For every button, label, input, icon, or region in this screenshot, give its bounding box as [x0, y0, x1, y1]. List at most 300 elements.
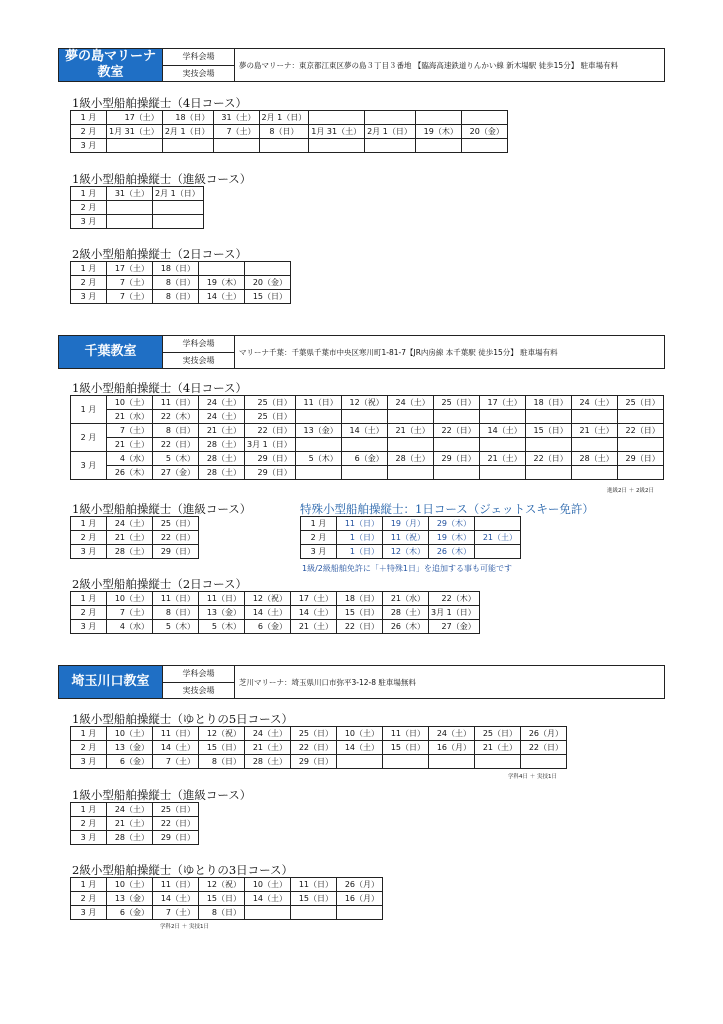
date-cell: 22（日） — [153, 817, 199, 831]
date-cell: 29（日） — [433, 452, 479, 466]
date-cell: 7（土） — [153, 906, 199, 920]
date-cell — [295, 466, 341, 480]
date-cell: 15（日） — [337, 606, 383, 620]
date-cell: 24（土） — [429, 727, 475, 741]
date-cell: 12（木） — [383, 545, 429, 559]
date-cell: 24（土） — [107, 803, 153, 817]
date-cell: 15（日） — [199, 741, 245, 755]
date-cell: 24（土） — [107, 517, 153, 531]
table-row — [71, 424, 664, 438]
table-row — [71, 187, 204, 201]
date-cell: 6（金） — [107, 906, 153, 920]
date-cell: 11（日） — [291, 878, 337, 892]
schedule-table — [70, 726, 567, 769]
school-name: 千葉教室 — [59, 336, 163, 368]
month-cell: 1 月 — [71, 592, 107, 606]
table-row — [71, 606, 480, 620]
date-cell: 5（木） — [153, 452, 199, 466]
date-cell: 19（木） — [199, 276, 245, 290]
date-cell — [433, 410, 479, 424]
date-cell: 21（土） — [571, 424, 617, 438]
date-cell: 29（日） — [245, 466, 296, 480]
date-cell — [162, 139, 213, 153]
date-cell — [245, 262, 291, 276]
date-cell: 27（金） — [153, 466, 199, 480]
month-cell: 3 月 — [71, 755, 107, 769]
date-cell: 29（日） — [153, 545, 199, 559]
date-cell: 22（日） — [153, 438, 199, 452]
practical-venue-label: 実技会場 — [182, 68, 215, 78]
date-cell: 22（日） — [525, 452, 571, 466]
date-cell: 22（日） — [153, 531, 199, 545]
date-cell: 31（土） — [213, 111, 259, 125]
date-cell: 12（祝） — [245, 592, 291, 606]
date-cell — [617, 410, 663, 424]
date-cell: 14（土） — [341, 424, 387, 438]
date-cell: 8（日） — [199, 755, 245, 769]
date-cell: 5（木） — [295, 452, 341, 466]
month-cell: 1 月 — [71, 803, 107, 817]
date-cell — [433, 466, 479, 480]
date-cell: 12（祝） — [199, 878, 245, 892]
month-cell: 2 月 — [71, 892, 107, 906]
date-cell: 7（土） — [107, 606, 153, 620]
month-cell: 1 月 — [71, 187, 107, 201]
course-note: 学科4日 ＋ 実技1日 — [508, 774, 557, 780]
date-cell — [245, 906, 291, 920]
date-cell: 13（金） — [107, 892, 153, 906]
date-cell: 16（月） — [429, 741, 475, 755]
date-cell — [521, 755, 567, 769]
date-cell: 12（祝） — [341, 396, 387, 410]
date-cell: 2月 1（日） — [259, 111, 309, 125]
date-cell: 19（木） — [429, 531, 475, 545]
date-cell — [365, 111, 416, 125]
date-cell: 28（土） — [387, 452, 433, 466]
month-cell: 3 月 — [71, 215, 107, 229]
table-row — [71, 125, 508, 139]
date-cell — [525, 438, 571, 452]
date-cell: 10（土） — [107, 592, 153, 606]
date-cell: 10（土） — [107, 396, 153, 410]
date-cell — [153, 215, 204, 229]
school-header-yumenoshima — [58, 48, 665, 82]
date-cell: 26（月） — [337, 878, 383, 892]
venue-labels — [163, 336, 235, 368]
date-cell — [341, 466, 387, 480]
table-row — [71, 276, 291, 290]
date-cell: 5（木） — [153, 620, 199, 634]
date-cell: 21（土） — [387, 424, 433, 438]
date-cell: 2月 1（日） — [162, 125, 213, 139]
date-cell: 24（土） — [387, 396, 433, 410]
table-row — [71, 755, 567, 769]
date-cell: 11（日） — [153, 878, 199, 892]
date-cell: 22（日） — [617, 424, 663, 438]
date-cell: 28（土） — [571, 452, 617, 466]
date-cell — [309, 111, 365, 125]
date-cell: 26（木） — [107, 466, 153, 480]
date-cell: 21（土） — [107, 817, 153, 831]
date-cell: 24（土） — [199, 396, 245, 410]
month-cell: 3 月 — [71, 545, 107, 559]
date-cell — [341, 438, 387, 452]
date-cell — [365, 139, 416, 153]
date-cell: 14（土） — [291, 606, 337, 620]
date-cell — [309, 139, 365, 153]
date-cell: 1（日） — [337, 545, 383, 559]
date-cell: 17（土） — [107, 262, 153, 276]
date-cell — [295, 410, 341, 424]
table-row — [71, 215, 204, 229]
month-cell: 2 月 — [71, 741, 107, 755]
venue-address: マリーナ千葉：千葉県千葉市中央区寒川町1-81-7【JR内房線 本千葉駅 徒歩15分】 駐車場有料 — [239, 347, 558, 357]
date-cell — [525, 466, 571, 480]
date-cell: 8（日） — [259, 125, 309, 139]
date-cell: 20（金） — [245, 276, 291, 290]
date-cell: 14（土） — [199, 290, 245, 304]
date-cell: 25（日） — [153, 517, 199, 531]
date-cell: 21（土） — [479, 452, 525, 466]
date-cell: 2月 1（日） — [365, 125, 416, 139]
date-cell: 1月 31（土） — [309, 125, 365, 139]
venue-labels — [163, 49, 235, 81]
date-cell: 21（土） — [291, 620, 337, 634]
date-cell: 7（土） — [107, 424, 153, 438]
date-cell: 7（土） — [107, 276, 153, 290]
date-cell: 14（土） — [245, 606, 291, 620]
date-cell — [571, 410, 617, 424]
date-cell — [461, 139, 507, 153]
date-cell: 29（日） — [245, 452, 296, 466]
date-cell — [387, 410, 433, 424]
month-cell: 2 月 — [301, 531, 337, 545]
course-title-tokushu: 特殊小型船舶操縦士：1日コース（ジェットスキー免許） — [300, 502, 594, 516]
date-cell: 21（土） — [475, 741, 521, 755]
table-row — [71, 262, 291, 276]
date-cell: 28（土） — [199, 466, 245, 480]
date-cell: 14（土） — [245, 892, 291, 906]
date-cell: 21（土） — [107, 438, 153, 452]
date-cell: 13（金） — [199, 606, 245, 620]
date-cell: 7（土） — [107, 290, 153, 304]
table-row — [71, 592, 480, 606]
date-cell: 1月 31（土） — [107, 125, 163, 139]
month-cell: 1 月 — [71, 727, 107, 741]
venue-address: 夢の島マリーナ：東京都江東区夢の島３丁目３番地 【臨海高速鉄道りんかい線 新木場駅 徒歩15分】 駐車場有料 — [239, 60, 619, 70]
date-cell: 4（水） — [107, 452, 153, 466]
date-cell — [571, 438, 617, 452]
table-row — [71, 410, 664, 424]
schedule-table — [70, 877, 383, 920]
date-cell: 18（日） — [337, 592, 383, 606]
schedule-table — [70, 110, 508, 153]
month-cell: 3 月 — [71, 139, 107, 153]
date-cell: 6（金） — [107, 755, 153, 769]
date-cell: 18（日） — [153, 262, 199, 276]
month-cell: 3 月 — [71, 906, 107, 920]
date-cell: 5（木） — [199, 620, 245, 634]
date-cell: 25（日） — [475, 727, 521, 741]
date-cell: 10（土） — [107, 727, 153, 741]
table-row — [301, 545, 521, 559]
date-cell: 29（日） — [291, 755, 337, 769]
schedule-table — [70, 516, 199, 559]
date-cell: 18（日） — [525, 396, 571, 410]
date-cell — [479, 410, 525, 424]
date-cell: 22（日） — [337, 620, 383, 634]
date-cell — [259, 139, 309, 153]
course-title: 2級小型船舶操縦士（ゆとりの3日コース） — [72, 863, 294, 877]
table-row — [301, 531, 521, 545]
date-cell: 8（日） — [153, 290, 199, 304]
date-cell — [617, 438, 663, 452]
venue-labels — [163, 666, 235, 698]
month-cell: 1 月 — [71, 878, 107, 892]
date-cell — [383, 755, 429, 769]
date-cell: 21（土） — [475, 531, 521, 545]
date-cell: 8（日） — [153, 606, 199, 620]
date-cell: 22（日） — [433, 424, 479, 438]
date-cell: 25（日） — [291, 727, 337, 741]
month-cell: 1 月 — [301, 517, 337, 531]
lecture-venue-label: 学科会場 — [163, 336, 234, 353]
date-cell: 15（日） — [199, 892, 245, 906]
date-cell — [107, 215, 153, 229]
date-cell — [291, 906, 337, 920]
date-cell: 24（土） — [245, 727, 291, 741]
table-row — [71, 727, 567, 741]
date-cell: 25（日） — [153, 803, 199, 817]
date-cell — [525, 410, 571, 424]
month-cell: 2 月 — [71, 531, 107, 545]
date-cell: 8（日） — [199, 906, 245, 920]
date-cell: 27（金） — [429, 620, 480, 634]
course-title: 1級小型船舶操縦士（4日コース） — [72, 381, 248, 395]
date-cell: 11（日） — [153, 727, 199, 741]
table-row — [71, 892, 383, 906]
course-note: 進級2日 ＋ 2級2日 — [607, 488, 654, 494]
tokushu-note: 1級/2級船舶免許に「＋特殊1日」を追加する事も可能です — [302, 564, 512, 573]
table-row — [301, 517, 521, 531]
practical-venue-label: 実技会場 — [182, 685, 215, 695]
date-cell — [475, 545, 521, 559]
month-cell: 1 月 — [71, 517, 107, 531]
date-cell: 15（日） — [245, 290, 291, 304]
date-cell — [479, 438, 525, 452]
date-cell: 15（日） — [525, 424, 571, 438]
date-cell: 31（土） — [107, 187, 153, 201]
date-cell: 4（水） — [107, 620, 153, 634]
date-cell: 2月 1（日） — [153, 187, 204, 201]
date-cell — [107, 201, 153, 215]
date-cell: 29（木） — [429, 517, 475, 531]
table-row — [71, 545, 199, 559]
date-cell: 14（土） — [153, 741, 199, 755]
table-row — [71, 290, 291, 304]
date-cell: 21（土） — [107, 531, 153, 545]
date-cell: 28（土） — [245, 755, 291, 769]
date-cell: 22（木） — [429, 592, 480, 606]
date-cell — [429, 755, 475, 769]
course-title: 1級小型船舶操縦士（進級コース） — [72, 788, 252, 802]
date-cell: 28（土） — [199, 438, 245, 452]
date-cell: 26（月） — [521, 727, 567, 741]
venue-address: 芝川マリーナ：埼玉県川口市弥平3-12-8 駐車場無料 — [239, 677, 416, 687]
date-cell — [475, 755, 521, 769]
month-cell: 2 月 — [71, 606, 107, 620]
table-row — [71, 452, 664, 466]
date-cell: 17（土） — [479, 396, 525, 410]
date-cell: 15（日） — [291, 892, 337, 906]
table-row — [71, 139, 508, 153]
date-cell: 29（日） — [153, 831, 199, 845]
date-cell: 11（日） — [295, 396, 341, 410]
school-name: 夢の島マリーナ教室 — [59, 49, 163, 81]
date-cell: 21（水） — [383, 592, 429, 606]
date-cell: 11（日） — [383, 727, 429, 741]
course-title: 2級小型船舶操縦士（2日コース） — [72, 577, 248, 591]
schedule-table — [70, 591, 480, 634]
table-row — [71, 517, 199, 531]
table-row — [71, 111, 508, 125]
month-cell: 3 月 — [71, 831, 107, 845]
course-title: 1級小型船舶操縦士（4日コース） — [72, 96, 248, 110]
date-cell: 1（日） — [337, 531, 383, 545]
month-cell: 3 月 — [71, 620, 107, 634]
date-cell: 28（土） — [107, 545, 153, 559]
date-cell — [461, 111, 507, 125]
date-cell: 28（土） — [199, 452, 245, 466]
date-cell: 17（土） — [107, 111, 163, 125]
date-cell: 11（日） — [199, 592, 245, 606]
table-row — [71, 531, 199, 545]
date-cell: 24（土） — [571, 396, 617, 410]
date-cell: 22（木） — [153, 410, 199, 424]
date-cell: 11（日） — [153, 396, 199, 410]
date-cell: 28（土） — [383, 606, 429, 620]
month-cell: 2 月 — [71, 276, 107, 290]
date-cell: 13（金） — [107, 741, 153, 755]
date-cell: 13（金） — [295, 424, 341, 438]
schedule-table — [70, 261, 291, 304]
date-cell — [571, 466, 617, 480]
date-cell: 22（日） — [245, 424, 296, 438]
date-cell: 29（日） — [617, 452, 663, 466]
date-cell: 25（日） — [617, 396, 663, 410]
lecture-venue-label: 学科会場 — [163, 666, 234, 683]
schedule-table — [70, 802, 199, 845]
table-row — [71, 803, 199, 817]
course-title: 1級小型船舶操縦士（進級コース） — [72, 502, 252, 516]
date-cell: 17（土） — [291, 592, 337, 606]
date-cell: 19（月） — [383, 517, 429, 531]
date-cell: 10（土） — [107, 878, 153, 892]
date-cell — [415, 139, 461, 153]
date-cell: 3月 1（日） — [245, 438, 296, 452]
date-cell: 11（祝） — [383, 531, 429, 545]
date-cell: 14（土） — [337, 741, 383, 755]
date-cell: 25（日） — [245, 410, 296, 424]
date-cell: 28（土） — [107, 831, 153, 845]
course-title: 2級小型船舶操縦士（2日コース） — [72, 247, 248, 261]
school-name: 埼玉川口教室 — [59, 666, 163, 698]
date-cell: 16（月） — [337, 892, 383, 906]
date-cell: 10（土） — [337, 727, 383, 741]
month-cell: 2 月 — [71, 201, 107, 215]
date-cell — [199, 262, 245, 276]
school-header-saitama — [58, 665, 665, 699]
course-title: 1級小型船舶操縦士（進級コース） — [72, 172, 252, 186]
date-cell — [617, 466, 663, 480]
table-row — [71, 396, 664, 410]
table-row — [71, 741, 567, 755]
date-cell — [341, 410, 387, 424]
date-cell — [433, 438, 479, 452]
date-cell: 6（金） — [341, 452, 387, 466]
school-header-chiba — [58, 335, 665, 369]
table-row — [71, 878, 383, 892]
date-cell: 25（日） — [245, 396, 296, 410]
date-cell — [475, 517, 521, 531]
month-cell: 2 月 — [71, 817, 107, 831]
date-cell: 26（木） — [429, 545, 475, 559]
month-cell: 3 月 — [71, 452, 107, 480]
date-cell: 24（土） — [199, 410, 245, 424]
date-cell: 26（木） — [383, 620, 429, 634]
month-cell: 1 月 — [71, 262, 107, 276]
date-cell — [387, 466, 433, 480]
practical-venue-label: 実技会場 — [182, 355, 215, 365]
schedule-table — [70, 186, 204, 229]
date-cell — [295, 438, 341, 452]
date-cell: 21（土） — [199, 424, 245, 438]
date-cell — [153, 201, 204, 215]
table-row — [71, 906, 383, 920]
date-cell: 15（日） — [383, 741, 429, 755]
month-cell: 2 月 — [71, 125, 107, 139]
table-row — [71, 466, 664, 480]
date-cell — [415, 111, 461, 125]
date-cell — [479, 466, 525, 480]
date-cell: 21（水） — [107, 410, 153, 424]
date-cell: 7（土） — [213, 125, 259, 139]
schedule-table — [70, 395, 664, 480]
date-cell: 22（日） — [291, 741, 337, 755]
date-cell: 22（日） — [521, 741, 567, 755]
month-cell: 2 月 — [71, 424, 107, 452]
course-note: 学科2日 ＋ 実技1日 — [160, 924, 209, 930]
date-cell: 14（土） — [153, 892, 199, 906]
date-cell: 25（日） — [433, 396, 479, 410]
date-cell: 11（日） — [153, 592, 199, 606]
date-cell: 3月 1（日） — [429, 606, 480, 620]
table-row — [71, 831, 199, 845]
date-cell: 18（日） — [162, 111, 213, 125]
date-cell — [387, 438, 433, 452]
course-title: 1級小型船舶操縦士（ゆとりの5日コース） — [72, 712, 294, 726]
table-row — [71, 817, 199, 831]
date-cell: 8（日） — [153, 424, 199, 438]
date-cell — [213, 139, 259, 153]
date-cell: 7（土） — [153, 755, 199, 769]
date-cell — [337, 906, 383, 920]
date-cell: 20（金） — [461, 125, 507, 139]
schedule-table — [300, 516, 521, 559]
lecture-venue-label: 学科会場 — [163, 49, 234, 66]
table-row — [71, 438, 664, 452]
table-row — [71, 620, 480, 634]
